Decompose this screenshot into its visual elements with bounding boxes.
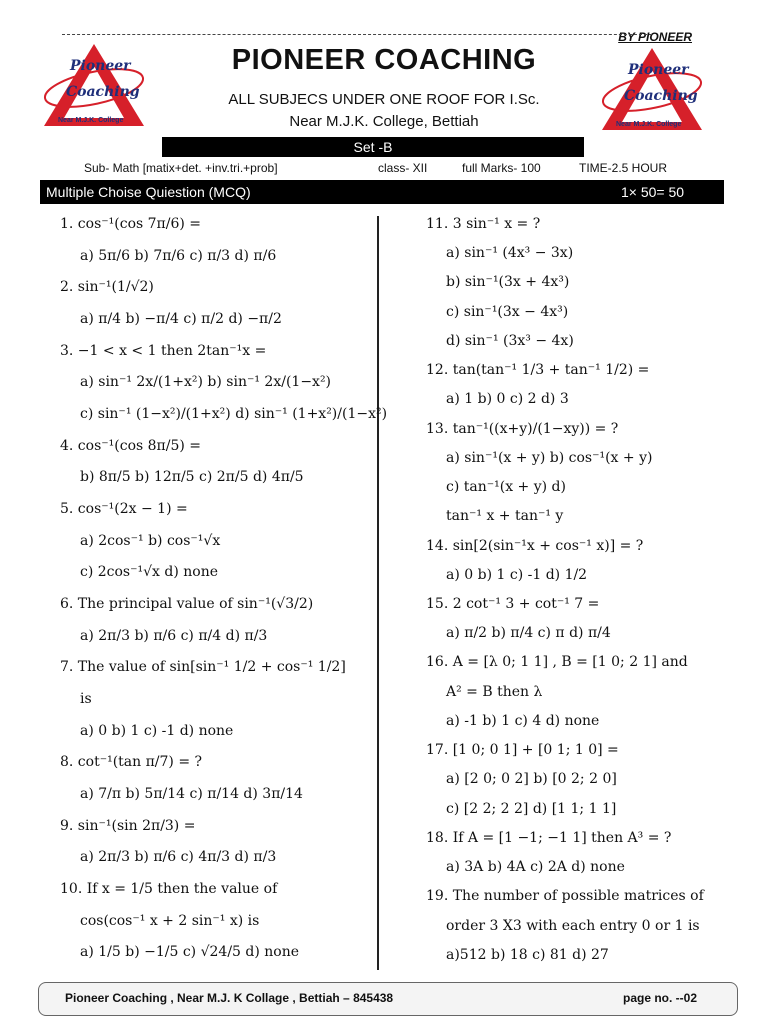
column-divider: [377, 216, 379, 970]
option-line: a) -1 b) 1 c) 4 d) none: [446, 712, 600, 729]
page-title: PIONEER COACHING: [231, 44, 537, 76]
address: Near M.J.K. College, Bettiah: [289, 113, 479, 130]
svg-text:Coaching: Coaching: [66, 84, 140, 100]
svg-text:Near M.J.K. College: Near M.J.K. College: [616, 121, 682, 128]
option-line: tan⁻¹ x + tan⁻¹ y: [446, 508, 564, 525]
option-line: a) 1/5 b) −1/5 c) √24/5 d) none: [80, 944, 300, 961]
option-line: a) [2 0; 0 2] b) [0 2; 2 0]: [446, 771, 617, 788]
left-column: [60, 216, 388, 976]
option-line: a) 2cos⁻¹ b) cos⁻¹√x: [80, 532, 221, 549]
subtitle: ALL SUBJECS UNDER ONE ROOF FOR I.Sc.: [228, 91, 540, 108]
question-line: 3. −1 < x < 1 then 2tan⁻¹x =: [60, 342, 267, 359]
option-line: a) sin⁻¹(x + y) b) cos⁻¹(x + y): [446, 449, 653, 466]
option-line: a) sin⁻¹ (4x³ − 3x): [446, 245, 574, 262]
right-column: [426, 216, 726, 976]
question-line: 7. The value of sin[sin⁻¹ 1/2 + cos⁻¹ 1/2]: [60, 659, 346, 676]
svg-text:Coaching: Coaching: [624, 88, 698, 104]
option-line: a) 2π/3 b) π/6 c) 4π/3 d) π/3: [80, 849, 277, 866]
option-line: b) sin⁻¹(3x + 4x³): [446, 274, 570, 291]
footer: [38, 982, 738, 1016]
question-line: 16. A = [λ 0; 1 1] , B = [1 0; 2 1] and: [426, 654, 688, 671]
by-pioneer: BY PIONEER: [618, 30, 692, 44]
mcq-marks: 1× 50= 50: [621, 184, 685, 200]
option-line: a) π/2 b) π/4 c) π d) π/4: [446, 625, 611, 642]
option-line: c) 2cos⁻¹√x d) none: [80, 564, 219, 581]
option-line: a) 0 b) 1 c) -1 d) 1/2: [446, 566, 588, 583]
option-line: order 3 X3 with each entry 0 or 1 is: [446, 917, 700, 934]
full-marks: full Marks- 100: [462, 161, 541, 175]
class: class- XII: [378, 161, 428, 175]
dashed-rule: [62, 34, 652, 35]
mcq-title: Multiple Choise Quiestion (MCQ): [46, 184, 251, 200]
svg-text:Near M.J.K. College: Near M.J.K. College: [58, 117, 124, 124]
question-line: 4. cos⁻¹(cos 8π/5) =: [60, 437, 202, 454]
option-line: c) sin⁻¹(3x − 4x³): [446, 303, 569, 320]
question-line: 15. 2 cot⁻¹ 3 + cot⁻¹ 7 =: [426, 596, 600, 612]
footer-address: Pioneer Coaching , Near M.J. K Collage , Bettiah – 845438: [65, 991, 394, 1005]
page-number: page no. --02: [623, 991, 698, 1005]
svg-text:Pioneer: Pioneer: [70, 58, 131, 74]
question-line: 8. cot⁻¹(tan π/7) = ?: [60, 754, 203, 771]
option-line: a)512 b) 18 c) 81 d) 27: [446, 946, 609, 963]
question-line: 19. The number of possible matrices of: [426, 888, 704, 905]
question-line: 5. cos⁻¹(2x − 1) =: [60, 501, 188, 517]
option-line: A² = B then λ: [446, 683, 543, 700]
question-line: 13. tan⁻¹((x+y)/(1−xy)) = ?: [426, 420, 619, 437]
option-line: a) 2π/3 b) π/6 c) π/4 d) π/3: [80, 627, 268, 644]
option-line: a) 7/π b) 5π/14 c) π/14 d) 3π/14: [80, 786, 303, 802]
option-line: a) 3A b) 4A c) 2A d) none: [446, 859, 625, 876]
option-line: a) sin⁻¹ 2x/(1+x²) b) sin⁻¹ 2x/(1−x²): [80, 374, 332, 391]
option-line: c) tan⁻¹(x + y) d): [446, 479, 566, 496]
question-line: 2. sin⁻¹(1/√2): [60, 279, 154, 296]
question-line: 11. 3 sin⁻¹ x = ?: [426, 216, 541, 232]
question-line: 10. If x = 1/5 then the value of: [60, 881, 278, 897]
question-line: 1. cos⁻¹(cos 7π/6) =: [60, 216, 202, 232]
option-line: c) sin⁻¹ (1−x²)/(1+x²) d) sin⁻¹ (1+x²)/(1−x²): [80, 406, 388, 422]
option-line: d) sin⁻¹ (3x³ − 4x): [446, 332, 574, 349]
option-line: b) 8π/5 b) 12π/5 c) 2π/5 d) 4π/5: [80, 469, 304, 486]
question-line: 18. If A = [1 −1; −1 1] then A³ = ?: [426, 829, 672, 846]
option-line: a) 5π/6 b) 7π/6 c) π/3 d) π/6: [80, 247, 277, 264]
option-line: a) π/4 b) −π/4 c) π/2 d) −π/2: [80, 311, 282, 327]
question-line: 14. sin[2(sin⁻¹x + cos⁻¹ x)] = ?: [426, 537, 644, 554]
question-line: 9. sin⁻¹(sin 2π/3) =: [60, 817, 196, 834]
mcq-bar: [40, 180, 724, 204]
svg-text:Pioneer: Pioneer: [628, 62, 689, 78]
question-line: 6. The principal value of sin⁻¹(√3/2): [60, 596, 314, 612]
question-line: 12. tan(tan⁻¹ 1/3 + tan⁻¹ 1/2) =: [426, 362, 650, 379]
option-line: cos(cos⁻¹ x + 2 sin⁻¹ x) is: [80, 912, 260, 929]
subject: Sub- Math [matix+det. +inv.tri.+prob]: [84, 161, 278, 175]
set-label: Set -B: [162, 137, 584, 157]
question-line: 17. [1 0; 0 1] + [0 1; 1 0] =: [426, 742, 619, 759]
option-line: c) [2 2; 2 2] d) [1 1; 1 1]: [446, 800, 617, 817]
option-line: a) 0 b) 1 c) -1 d) none: [80, 722, 234, 739]
option-line: is: [80, 691, 92, 707]
option-line: a) 1 b) 0 c) 2 d) 3: [446, 391, 569, 408]
time: TIME-2.5 HOUR: [579, 161, 668, 175]
